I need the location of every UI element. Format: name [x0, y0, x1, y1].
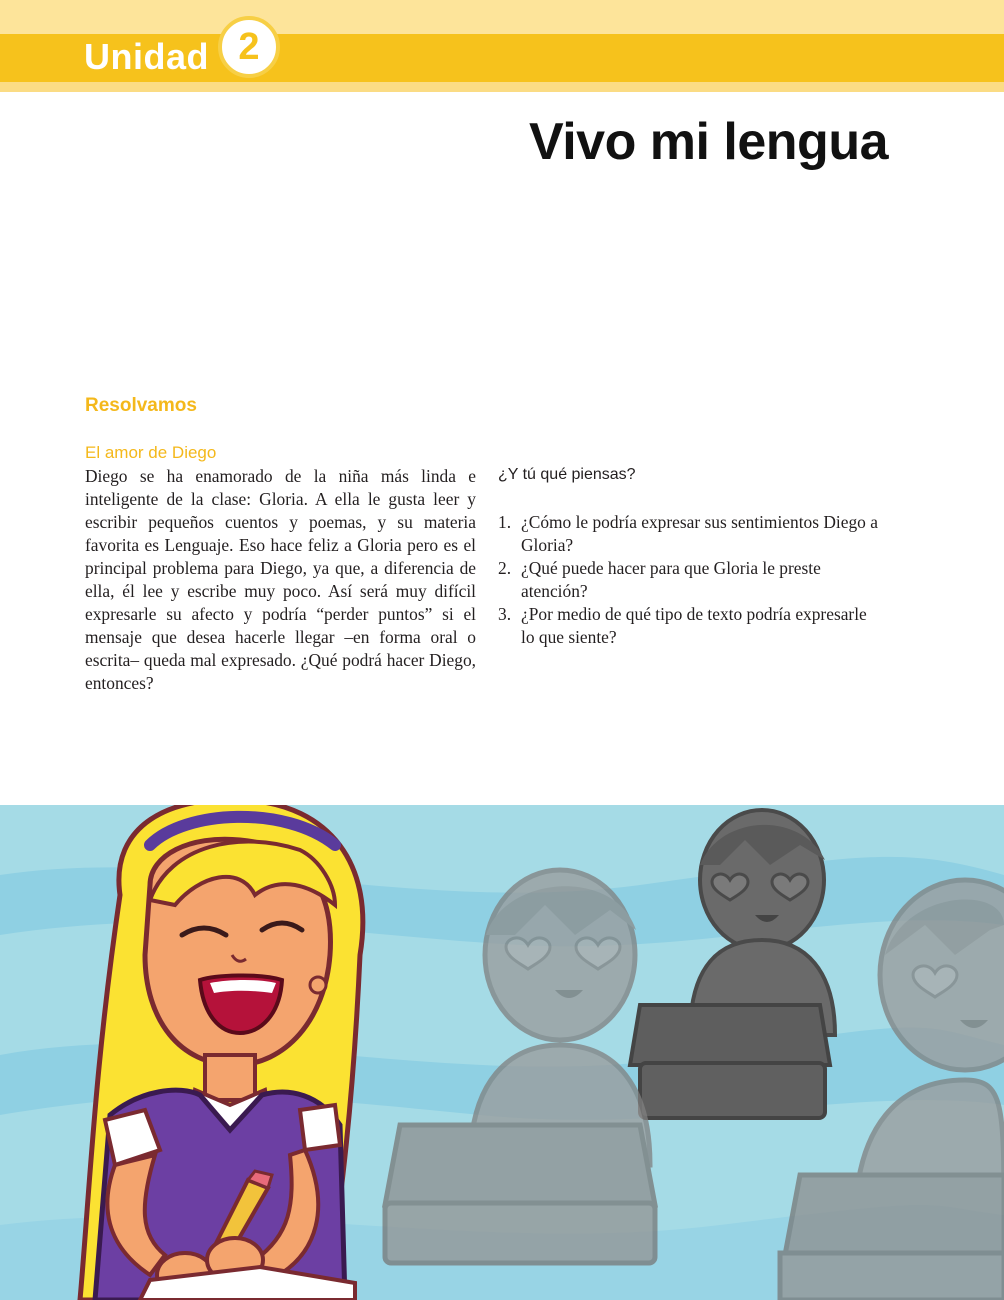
unit-label: Unidad [84, 36, 209, 77]
question-item [498, 603, 883, 649]
header-top-strip [0, 0, 1004, 34]
question-text: ¿Qué puede hacer para que Gloria le preste atención? [521, 558, 821, 601]
question-number: 1. [498, 512, 512, 532]
story-text: Diego se ha enamorado de la niña más linda e inteligente de la clase: Gloria. A ella le gusta leer y escribir pequeños cuentos y poemas, y su materia favorita es Lenguaje. Eso hace feliz a Gloria pero es el principal problema para Diego, ya que, a diferencia de ella, él lee y escribe muy poco. Así será muy difícil expresarle su afecto y podría “perder puntos” si el mensaje que desea hacerle llegar –en forma oral o escrita– queda mal expresado. ¿Qué podrá hacer Diego, entonces? [85, 466, 476, 693]
question-text: ¿Por medio de qué tipo de texto podría expresarle lo que siente? [521, 604, 867, 647]
section-heading: Resolvamos [85, 395, 197, 416]
story-title: El amor de Diego [85, 443, 217, 462]
unit-number-badge [218, 16, 280, 78]
question-text: ¿Cómo le podría expresar sus sentimientos Diego a Gloria? [521, 512, 878, 555]
unit-band-shadow [0, 82, 1004, 92]
question-number: 3. [498, 604, 512, 624]
girl-figure [80, 805, 363, 1300]
questions-list [498, 511, 883, 649]
question-item [498, 511, 883, 557]
unit-number: 2 [238, 25, 260, 68]
question-number: 2. [498, 558, 512, 578]
question-item [498, 557, 883, 603]
page-title: Vivo mi lengua [528, 113, 888, 171]
classroom-illustration [0, 805, 1004, 1300]
questions-heading: ¿Y tú qué piensas? [498, 466, 636, 483]
